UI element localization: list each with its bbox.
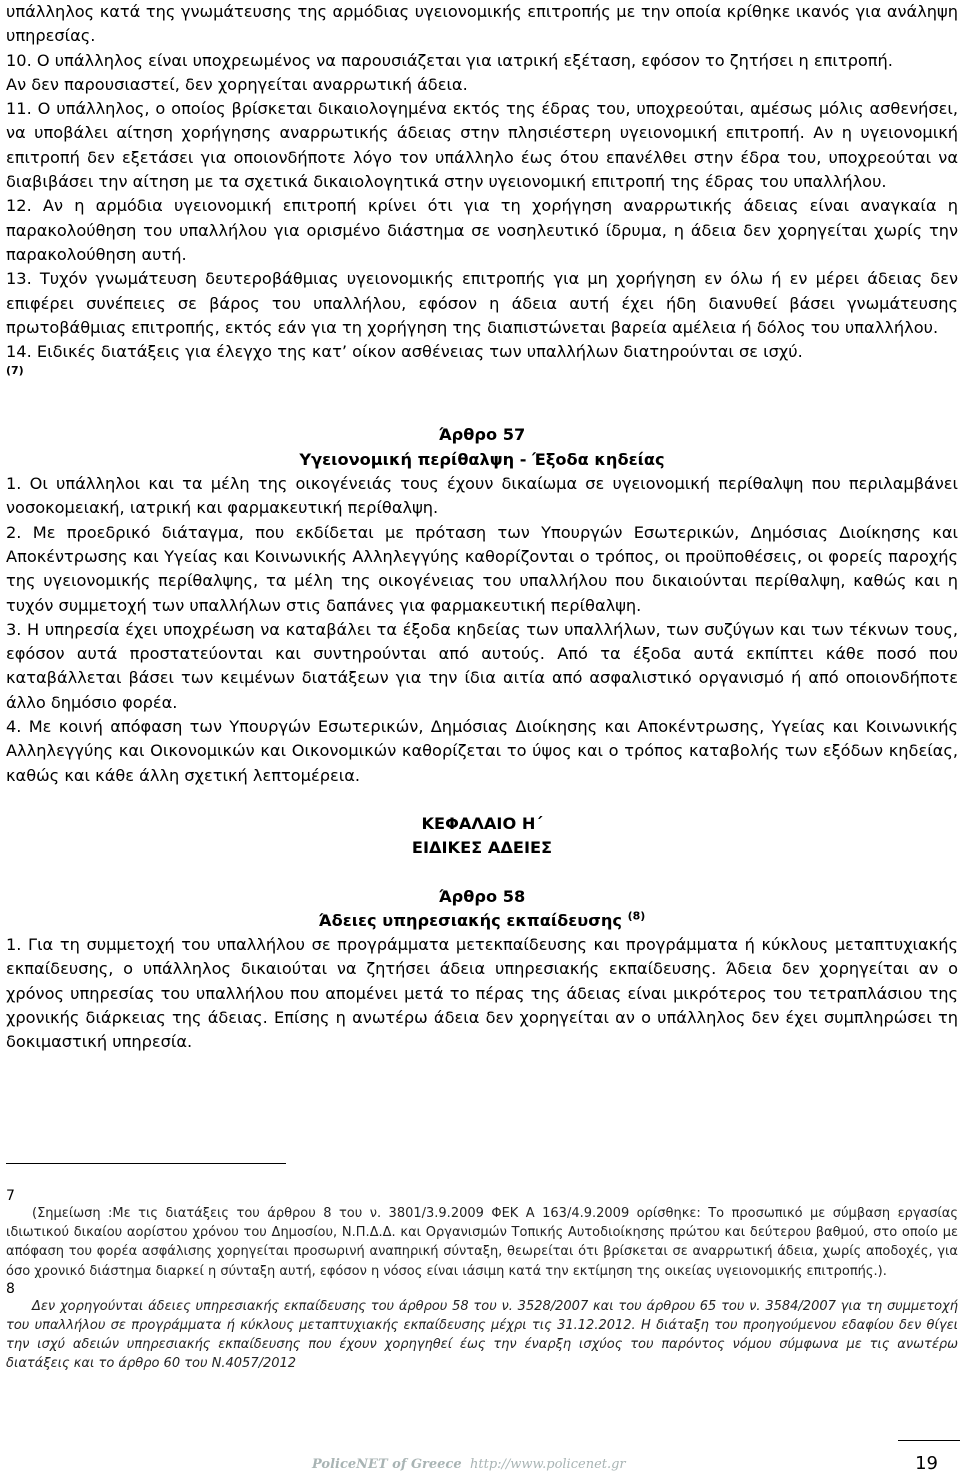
footnote-ref-7[interactable]: (7): [6, 364, 24, 378]
footnote-ref-8[interactable]: (8): [627, 909, 646, 923]
article-58-title: Άρθρο 58: [438, 886, 526, 906]
article-57-paragraph-4: 4. Με κοινή απόφαση των Υπουργών Εσωτερικών, Δημόσιας Διοίκησης και Αποκέντρωσης, Υγείας και Κοινωνικής Αλληλεγγύης και Οικονομικών και Οικονομικών καθορίζεται το ύψος και ο τρόπος καταβολής των εξόδων κηδείας, καθώς και κάθε άλλη σχετική λεπτομέρεια.: [6, 717, 958, 785]
page-number: 19: [915, 1453, 938, 1474]
main-text: [6, 0, 958, 1055]
footnotes: [6, 1188, 958, 1374]
footnote-7-text: (Σημείωση :Με τις διατάξεις του άρθρου 8 του ν. 3801/3.9.2009 ΦΕΚ Α 163/4.9.2009 ορίσθηκε: Το προσωπικό με σύμβαση εργασίας ιδιωτικού δικαίου αορίστου χρόνου του Δημοσίου, Ν.Π.Δ.Δ. και Οργανισμών Τοπικής Αυτοδιοίκησης πρώτου και δεύτερου βαθμού, στο οποίο με απόφαση του φορέα ασφάλισης χορηγείται προσωρινή αναπηρική σύνταξη, θεωρείται ότι βρίσκεται σε αναρρωτική άδεια, χωρίς αποδοχές, για όσο χρονικό διάστημα διαρκεί η σύνταξη αυτή, εφόσον η νόσος είναι ιάσιμη κατά την εκτίμηση της οικείας υγειονομικής επιτροπής.).: [6, 1206, 958, 1279]
article-58-paragraph-1: 1. Για τη συμμετοχή του υπαλλήλου σε προγράμματα μετεκπαίδευσης και προγράμματα ή κύκλους μεταπτυχιακής εκπαίδευσης, ο υπάλληλος δικαιούται να ζητήσει άδεια υπηρεσιακής εκπαίδευσης. Άδεια δεν χορηγείται αν ο χρόνος υπηρεσίας του υπαλλήλου που απομένει μετά το πέρας της άδειας είναι μικρότερος του τετραπλάσιου της χρονικής διάρκειας της άδειας. Επίσης η ανωτέρω άδεια δεν χορηγείται αν ο υπάλληλος δεν έχει συμπληρώσει τη δοκιμαστική υπηρεσία.: [6, 935, 958, 1052]
paragraph-10b: Αν δεν παρουσιαστεί, δεν χορηγείται αναρρωτική άδεια.: [6, 74, 468, 94]
page-footer: [0, 1453, 960, 1475]
chapter-title: ΚΕΦΑΛΑΙΟ Η΄: [421, 813, 543, 833]
chapter-subtitle: ΕΙΔΙΚΕΣ ΑΔΕΙΕΣ: [411, 838, 553, 858]
footnote-7-number: 7: [6, 1188, 15, 1204]
footer-url-link[interactable]: http://www.policenet.gr: [470, 1457, 626, 1472]
article-58-subtitle: Άδειες υπηρεσιακής εκπαίδευσης: [318, 910, 622, 930]
article-57-subtitle: Υγειονομική περίθαλψη - Έξοδα κηδείας: [299, 449, 665, 469]
page-number-rule: [898, 1440, 960, 1441]
paragraph-12: 12. Αν η αρμόδια υγειονομική επιτροπή κρίνει ότι για τη χορήγηση αναρρωτικής άδειας είναι αναγκαία η παρακολούθηση του υπαλλήλου για ορισμένο διάστημα σε νοσηλευτικό ίδρυμα, η άδεια δεν χορηγείται χωρίς την παρακολούθηση αυτή.: [6, 196, 958, 264]
footnote-separator: [6, 1163, 286, 1164]
article-57-title: Άρθρο 57: [438, 425, 526, 445]
article-57-paragraph-3: 3. Η υπηρεσία έχει υποχρέωση να καταβάλει τα έξοδα κηδείας των υπαλλήλων, των συζύγων και των τέκνων τους, εφόσον αυτά προστατεύονται και συντηρούνται από αυτούς. Από τα έξοδα αυτά εκπίπτει κάθε ποσό που καταβάλλεται βάσει των κειμένων διατάξεων για την ίδια αιτία από ασφαλιστικό οργανισμό ή από οποιονδήποτε άλλο δημόσιο φορέα.: [6, 619, 958, 712]
footnote-8-text: Δεν χορηγούνται άδειες υπηρεσιακής εκπαίδευσης του άρθρου 58 του ν. 3528/2007 και του άρθρου 65 του ν. 3584/2007 για τη συμμετοχή του υπαλλήλου σε προγράμματα ή κύκλους μεταπτυχιακής εκπαίδευσης μέχρι τις 31.12.2012. Η διάταξη του προηγούμενου εδαφίου δεν θίγει την ισχύ αδειών υπηρεσιακής εκπαίδευσης που έχουν χορηγηθεί έως την έναρξη ισχύος του παρόντος νόμου σύμφωνα με τις ανωτέρω διατάξεις και το άρθρο 60 του Ν.4057/2012: [6, 1298, 958, 1372]
paragraph-11: 11. Ο υπάλληλος, ο οποίος βρίσκεται δικαιολογημένα εκτός της έδρας του, υποχρεούται, αμέσως μόλις ασθενήσει, να υποβάλει αίτηση χορήγησης αναρρωτικής άδειας στην πλησιέστερη υγειονομική επιτροπή. Αν η υγειονομική επιτροπή δεν εξετάσει για οποιονδήποτε λόγο τον υπάλληλο έως ότου επανέλθει στην έδρα του, υποχρεούται να διαβιβάσει την αίτηση με τα σχετικά δικαιολογητικά στην υγειονομική επιτροπή της έδρας του υπαλλήλου.: [6, 99, 958, 192]
article-58-subtitle-line: [6, 909, 958, 933]
paragraph-13: 13. Τυχόν γνωμάτευση δευτεροβάθμιας υγειονομικής επιτροπής για μη χορήγηση εν όλω ή εν μέρει άδειας δεν επιφέρει συνέπειες σε βάρος του υπαλλήλου, εφόσον η άδεια αυτή έχει ήδη διανυθεί βάσει γνωμάτευσης πρωτοβάθμιας επιτροπής, εκτός εάν για τη χορήγηση της διαπιστώνεται βαρεία αμέλεια ή δόλος του υπαλλήλου.: [6, 269, 958, 337]
paragraph-10: 10. Ο υπάλληλος είναι υποχρεωμένος να παρουσιάζεται για ιατρική εξέταση, εφόσον το ζητήσει η επιτροπή.: [6, 50, 893, 70]
paragraph-14: 14. Ειδικές διατάξεις για έλεγχο της κατ’ οίκον ασθένειας των υπαλλήλων διατηρούνται σε ισχύ.: [6, 342, 803, 362]
footer-brand: PoliceNET of Greece: [312, 1457, 462, 1472]
article-57-paragraph-1: 1. Οι υπάλληλοι και τα μέλη της οικογένειάς τους έχουν δικαίωμα σε υγειονομική περίθαλψη που περιλαμβάνει νοσοκομειακή, ιατρική και φαρμακευτική περίθαλψη.: [6, 474, 958, 518]
paragraph-continuation: υπάλληλος κατά της γνωμάτευσης της αρμόδιας υγειονομικής επιτροπής με την οποία κρίθηκε ικανός για ανάληψη υπηρεσίας.: [6, 2, 958, 46]
article-57-paragraph-2: 2. Με προεδρικό διάταγμα, που εκδίδεται με πρόταση των Υπουργών Εσωτερικών, Δημόσιας Διοίκησης και Αποκέντρωσης και Υγείας και Κοινωνικής Αλληλεγγύης καθορίζονται ο τρόπος, οι προϋποθέσεις, οι φορείς παροχής της υγειονομικής περίθαλψης, τα μέλη της οικογένειας του υπαλλήλου που δικαιούνται περίθαλψη, καθώς και η τυχόν συμμετοχή των υπαλλήλων στις δαπάνες για φαρμακευτική περίθαλψη.: [6, 522, 958, 615]
footnote-8-number: 8: [6, 1280, 15, 1297]
